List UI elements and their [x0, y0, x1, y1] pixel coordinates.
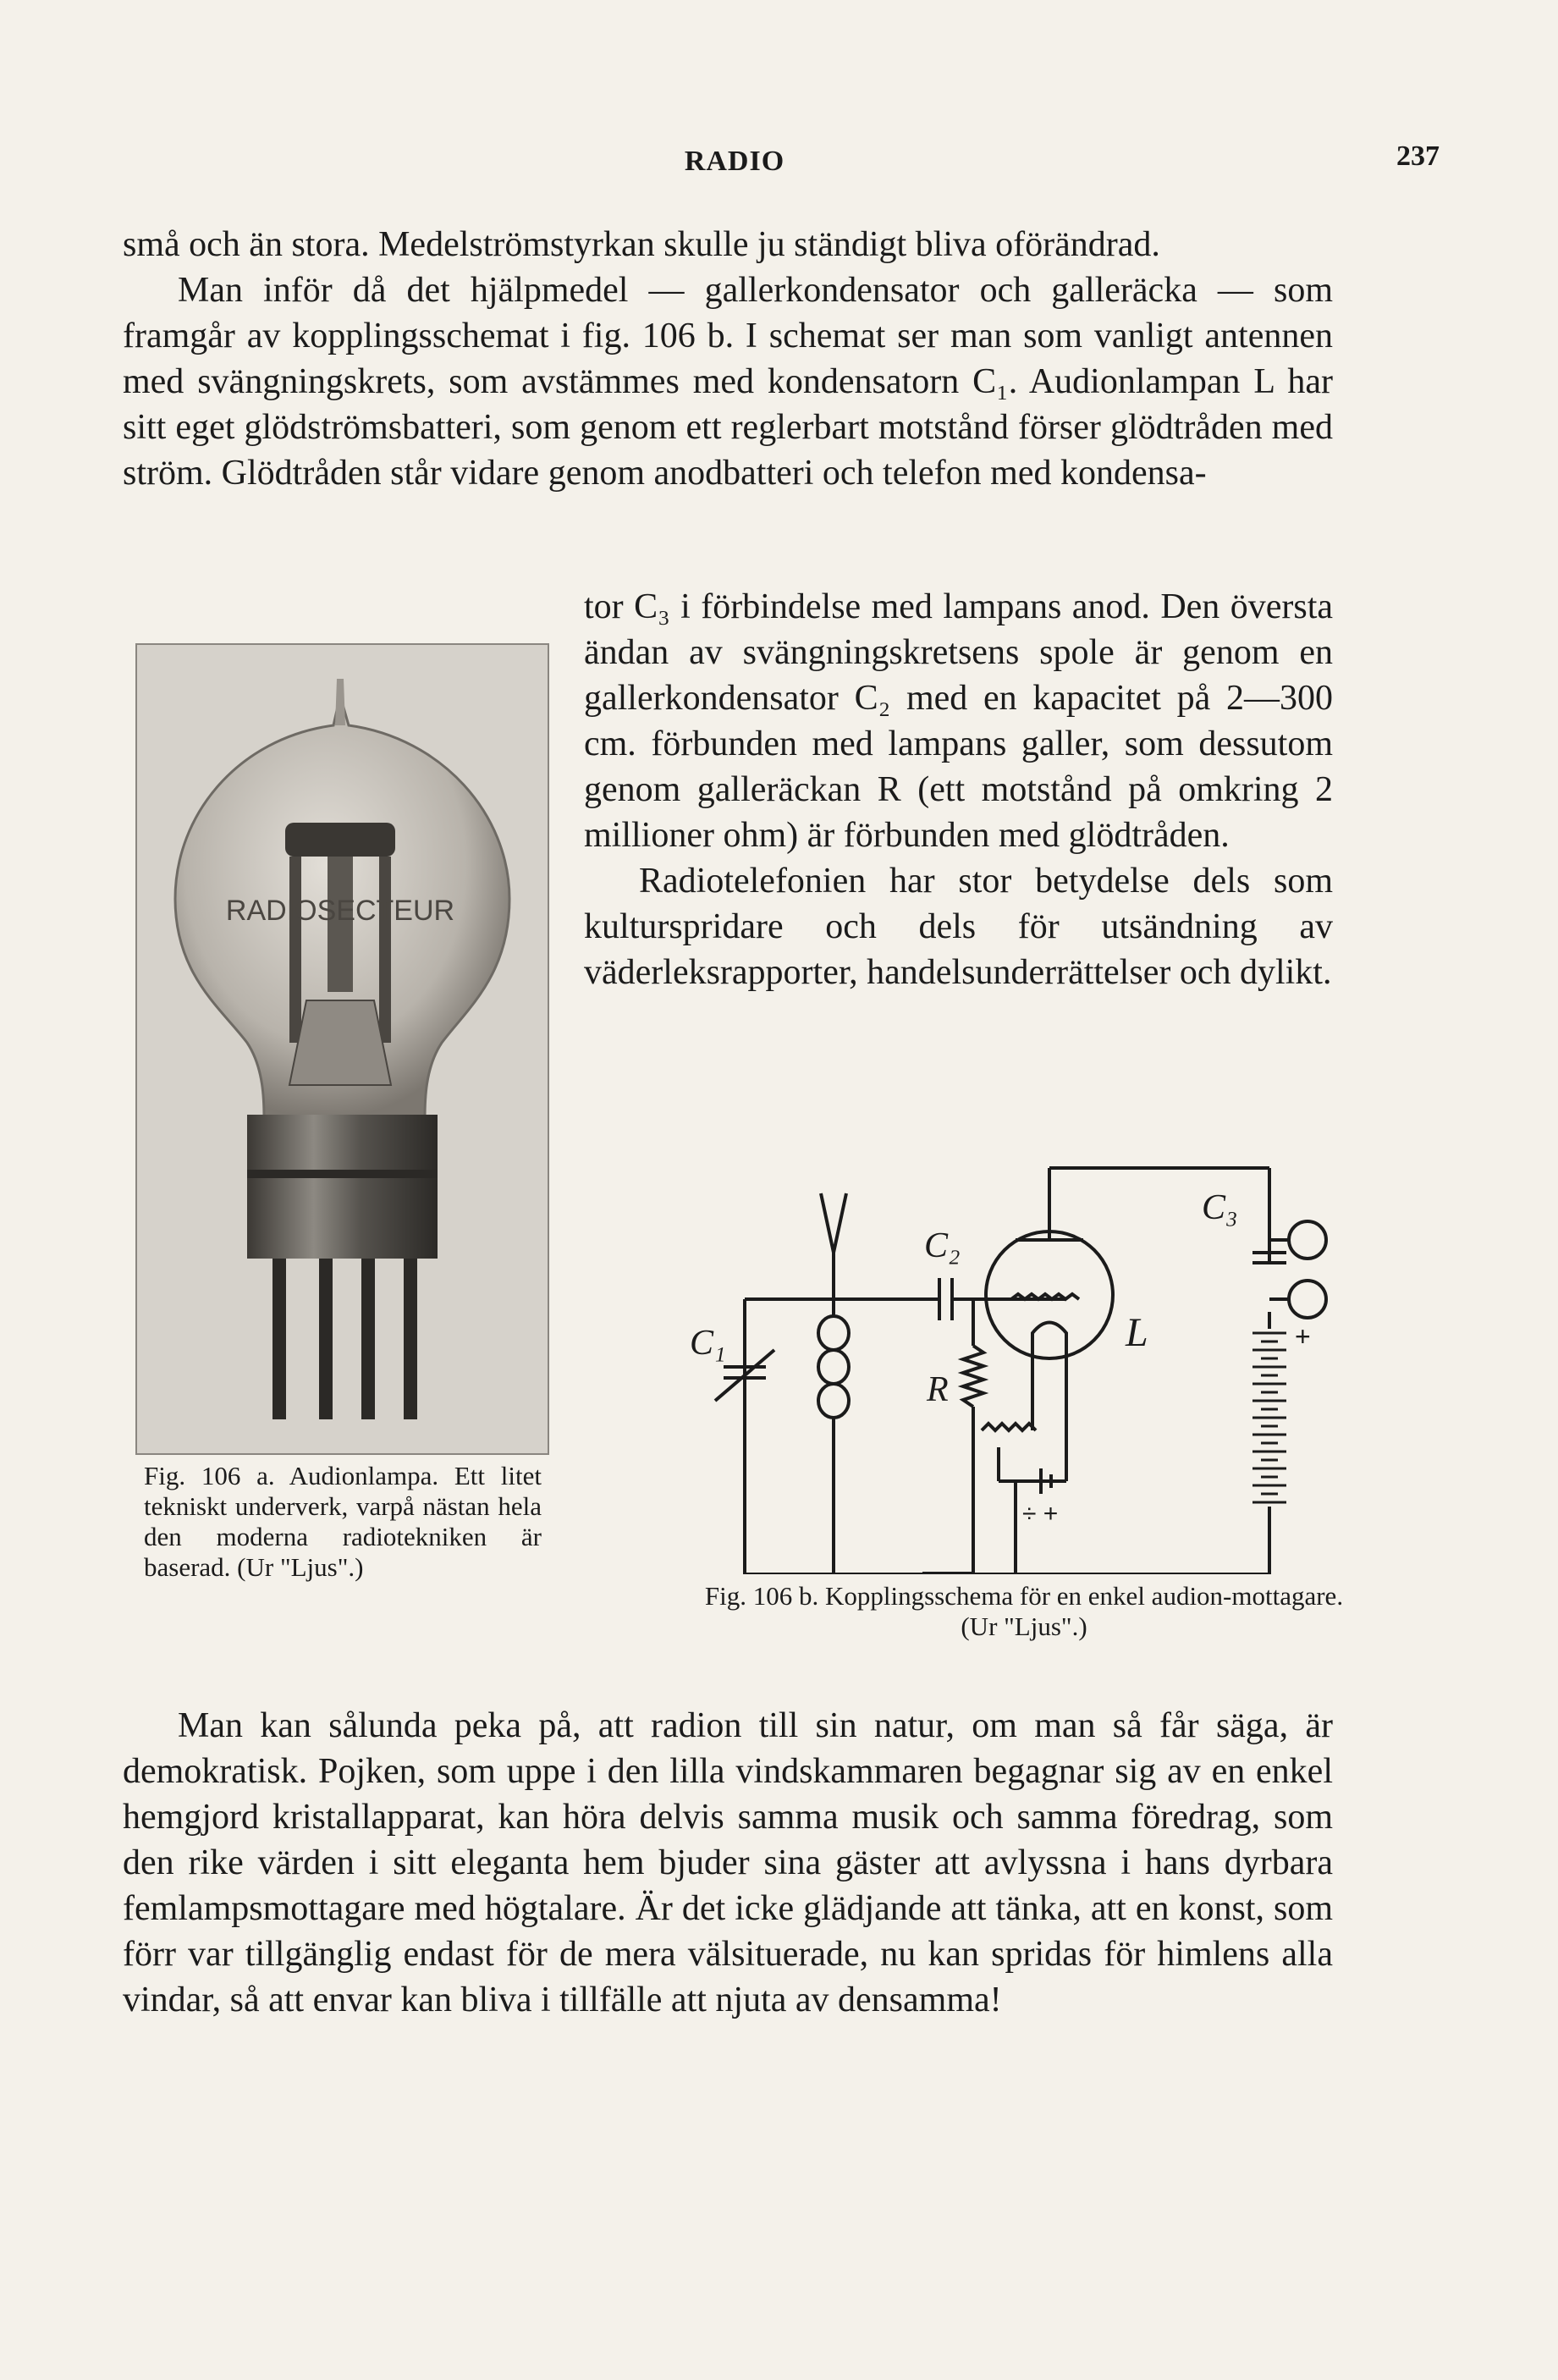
- label-l: L: [1126, 1310, 1148, 1355]
- figure-106b-caption: Fig. 106 b. Kopplingsschema för en enkel audion-mottagare. (Ur "Ljus".): [704, 1581, 1344, 1641]
- label-c3: C₃: [1202, 1188, 1238, 1227]
- page-header: [123, 135, 1440, 186]
- running-head: RADIO: [684, 146, 785, 177]
- bulb-label: RADIOSECTEUR: [225, 895, 455, 927]
- audion-lamp-illustration: [137, 645, 548, 1453]
- label-r: R: [927, 1370, 949, 1409]
- label-minus-plus: ÷ +: [1022, 1500, 1059, 1528]
- bottom-text-block: [123, 1703, 1333, 2023]
- paragraph-2: Man inför då det hjälpmedel — gallerkondensator och galleräcka — som framgår av kopplingsschemat i fig. 106 b. I schemat ser man som vanligt antennen med svängningskrets, som avstämmes med kondensatorn C₁. Audionlampan L har sitt eget glödströmsbatteri, som genom ett reglerbart motstånd förser glödtråden med ström. Glödtråden står vidare genom anodbatteri och telefon med kondensa-: [123, 271, 1333, 493]
- label-plus: +: [1295, 1321, 1311, 1352]
- page-number: 237: [1396, 140, 1440, 172]
- circuit-schematic: [677, 1160, 1354, 1574]
- paragraph-1: små och än stora. Medelströmstyrkan skulle ju ständigt bliva oförändrad.: [123, 225, 1160, 264]
- figure-106a-caption: Fig. 106 a. Audionlampa. Ett litet tekniskt underverk, varpå nästan hela den moderna radiotekniken är baserad. (Ur "Ljus".): [144, 1461, 542, 1582]
- label-c2: C₂: [924, 1226, 961, 1265]
- paragraph-5: Man kan sålunda peka på, att radion till sin natur, om man så får säga, är demokratisk. Pojken, som uppe i den lilla vindskammaren begagnar sig av en enkel hemgjord kristallapparat, kan höra delvis samma musik och samma föredrag, som den rike värden i sitt eleganta hem bjuder sina gäster att avlyssna i hans dyrbara femlampsmottagare med högtalare. Är det icke glädjande att tänka, att en konst, som förr var tillgänglig endast för de mera välsituerade, nu kan spridas för himlens alla vindar, så att envar kan bliva i tillfälle att njuta av densamma!: [123, 1706, 1333, 2019]
- paragraph-3: tor C₃ i förbindelse med lampans anod. Den översta ändan av svängningskretsens spole är genom en gallerkondensator C₂ med en kapacitet på 2—300 cm. förbunden med lampans galler, som dessutom genom galleräckan R (ett motstånd på omkring 2 millioner ohm) är förbunden med glödtråden.: [584, 587, 1333, 855]
- label-c1: C₁: [690, 1324, 726, 1363]
- paragraph-4: Radiotelefonien har stor betydelse dels som kulturspridare och dels för utsändning av väderleksrapporter, handelsunderrättelser och dylikt.: [584, 862, 1333, 992]
- right-column-text: [584, 584, 1333, 995]
- top-text-block: [123, 222, 1333, 496]
- circuit-diagram: [677, 1160, 1354, 1574]
- audion-lamp-photo: [135, 643, 549, 1455]
